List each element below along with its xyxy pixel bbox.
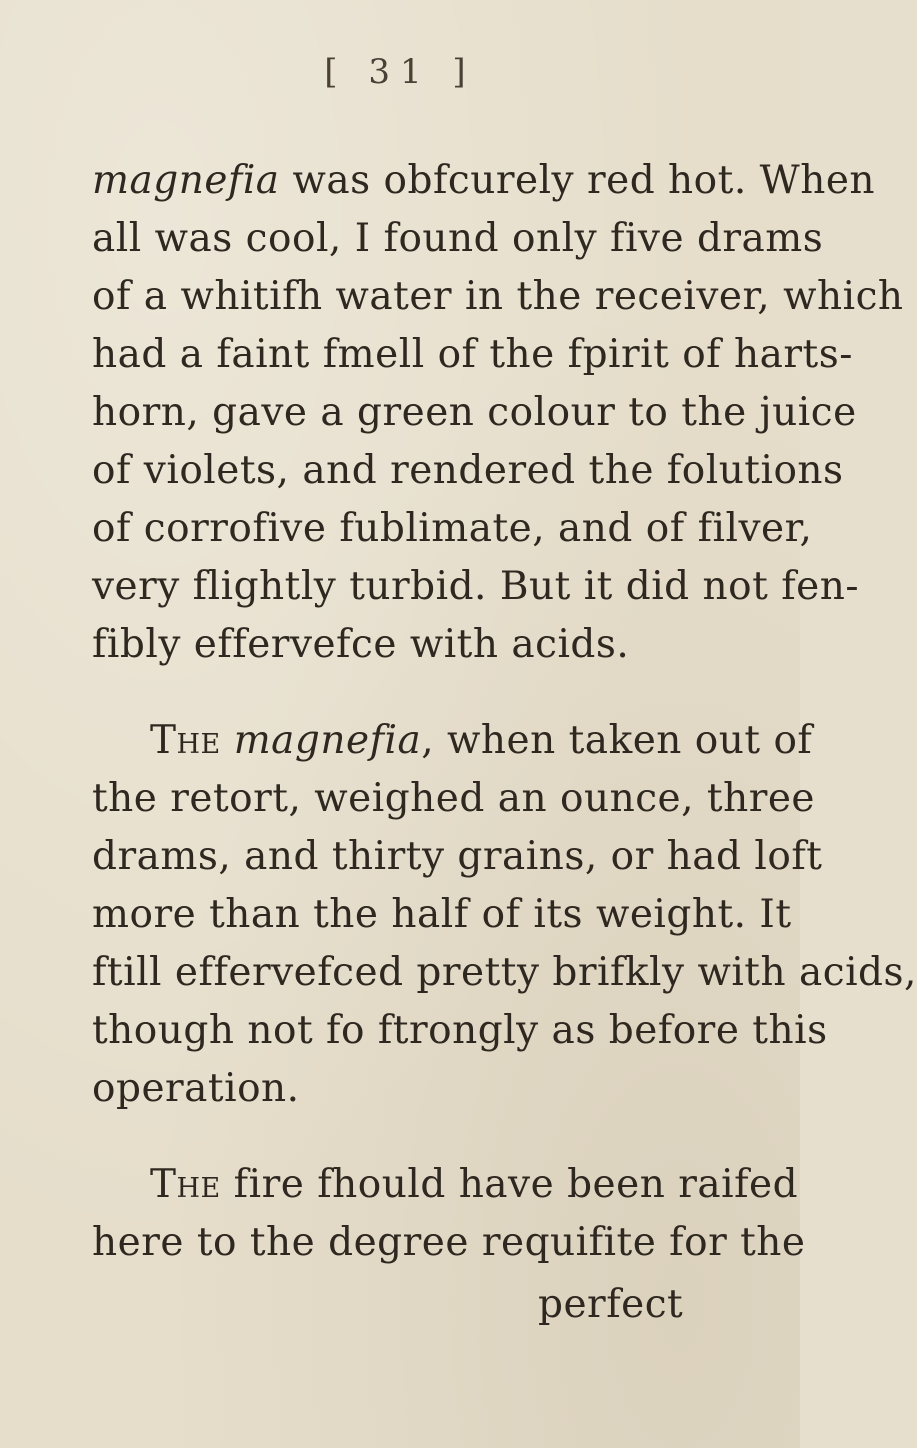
text-line (92, 622, 629, 667)
page-number: [ 31 ] (324, 52, 476, 92)
text-segment: , when taken out of (421, 718, 813, 763)
text-line (92, 158, 875, 203)
text-line (92, 776, 815, 821)
text-segment: of a whitifh water in the receiver, which (92, 274, 904, 319)
small-caps-word: The (150, 1162, 221, 1207)
text-line (92, 1066, 300, 1111)
text-line (92, 216, 823, 261)
text-line (92, 274, 904, 319)
catchword: perfect (538, 1282, 684, 1327)
text-segment: here to the degree requifite for the (92, 1220, 806, 1265)
text-segment: horn, gave a green colour to the juice (92, 390, 857, 435)
text-segment: operation. (92, 1066, 300, 1111)
text-line (150, 1162, 798, 1207)
text-segment: drams, and thirty grains, or had loft (92, 834, 823, 879)
text-segment: the retort, weighed an ounce, three (92, 776, 816, 821)
text-line (92, 332, 853, 377)
text-line (92, 892, 792, 937)
text-segment: had a faint fmell of the fpirit of harts- (92, 332, 853, 377)
text-line (92, 950, 917, 995)
text-segment: fibly effervefce with acids. (92, 622, 630, 667)
small-caps-word: The (150, 718, 221, 763)
text-segment: fire fhould have been raifed (220, 1162, 799, 1207)
italic-word: magnefia (92, 158, 280, 203)
text-line (92, 506, 812, 551)
text-line (150, 718, 812, 763)
text-line (92, 1008, 828, 1053)
text-segment: was obfcurely red hot. When (279, 158, 876, 203)
text-line (92, 834, 822, 879)
text-segment: all was cool, I found only five drams (92, 216, 824, 261)
text-segment (221, 718, 234, 763)
italic-word: magnefia (233, 718, 422, 763)
text-segment: ftill effervefced pretty brifkly with acids, (92, 950, 917, 995)
text-segment: more than the half of its weight. It (92, 892, 792, 937)
text-segment: though not fo ftrongly as before this (92, 1008, 828, 1053)
text-line (92, 390, 857, 435)
text-line (92, 448, 844, 493)
text-segment: very flightly turbid. But it did not fen- (92, 564, 860, 609)
text-line (92, 1220, 806, 1265)
text-segment: of corrofive fublimate, and of filver, (92, 506, 813, 551)
text-segment: of violets, and rendered the folutions (92, 448, 844, 493)
text-line (92, 564, 859, 609)
